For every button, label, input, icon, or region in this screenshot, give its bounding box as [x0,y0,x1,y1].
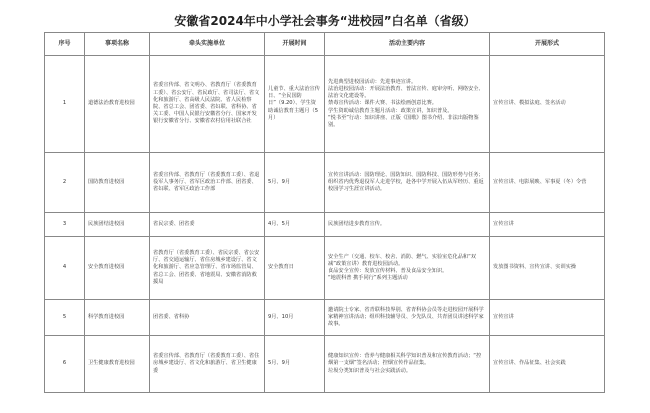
cell-lead-units [150,213,265,237]
cell-lead-units-line: 省委宣传部、省教育厅（省委教育工委）、省退役军人事务厅、省军区政治工作部、团省委、省妇联、省军区政治工作部 [153,171,260,193]
cell-form [490,237,605,300]
cell-lead-units-line: 省委宣传部、省文明办、省教育厅（省委教育工委）、省公安厅、省民政厅、省司法厅、省文化和旅游厅、省高级人民法院、省人民检察院、省总工会、团省委、省妇联、省科协、省关工委、中国人民银行安徽省分行、国家开发银行安徽省分行、安徽省农村信用社联合社 [153,82,260,125]
cell-content [325,336,490,393]
table-header-row [45,33,605,56]
document-title: 安徽省2024年中小学社会事务“进校园”白名单（省级） [174,14,476,28]
whitelist-table [44,32,605,393]
cell-form-line: 发放图书资料、宣传宣讲、实训实操 [493,264,577,271]
cell-time [265,300,325,336]
cell-item-name: 卫生健康教育进校园 [85,336,150,393]
cell-lead-units [150,56,265,153]
cell-content-line: 邀请院士专家、省青联科技界别、省青科协会员等走进校园开展科学家精神宣讲活动；组织科技辅导员、少先队员、共青团员讲述科学家故事。 [328,306,484,328]
cell-form [490,153,605,213]
cell-form [490,336,605,393]
cell-item-name: 科学教育进校园 [85,300,150,336]
cell-no: 6 [45,336,85,393]
cell-content-line: 民族团结进步教育宣传。 [328,220,386,227]
cell-content-line: “地震科普 携手同行”系列主题活动 [328,275,408,282]
cell-content [325,153,490,213]
cell-content-line: 法治进校园活动：开展法治教育、普法宣传、庭审旁听、网络安全、法治文化建设等。 [328,85,484,100]
table-row [45,237,605,300]
cell-content-line: “悦书至”行动：知识讲座、正版《国歌》图书介绍、非法出版物鉴别。 [328,114,479,128]
header-no: 序号 [45,33,85,56]
cell-content-line: 安全生产（交通、校车、校舍、消防、燃气、实验室危化品和“双减”政策宣讲）教育进校园活动。 [328,253,476,267]
cell-item-name: 道德法治教育进校园 [85,56,150,153]
table-row [45,56,605,153]
cell-content-line: 禁毒宣传活动：课件大赛、书法绘画创意比赛。 [328,100,437,107]
table-row [45,336,605,393]
cell-time [265,56,325,153]
cell-time [265,153,325,213]
header-units: 牵头实施单位 [150,33,265,56]
cell-time-line: 5月、9月 [268,360,291,367]
cell-time-line: 儿童节、重大法治宣传日、“全民国防日”（9.20）、学生资助诚信教育主题月（5月） [268,85,320,121]
cell-form-line: 宣传宣讲 [493,313,514,320]
cell-lead-units [150,237,265,300]
cell-no: 3 [45,213,85,237]
cell-time-line: 4月、5月 [268,220,291,227]
cell-content-line: 学生资助诚信教育主题月活动：政策宣讲，知识普及。 [328,107,453,114]
cell-time [265,237,325,300]
header-time: 开展时间 [265,33,325,56]
cell-lead-units-line: 省委宣传部、省教育厅（省委教育工委）、省住房城乡建设厅、省文化和旅游厅、省卫生健康委 [153,353,260,374]
cell-time [265,213,325,237]
cell-content [325,56,490,153]
cell-no: 2 [45,153,85,213]
cell-content [325,300,490,336]
cell-time [265,336,325,393]
cell-lead-units [150,153,265,213]
cell-no: 4 [45,237,85,300]
cell-content-line: 先进典型进校园活动：先进事迹宣讲。 [328,78,417,85]
cell-form [490,56,605,153]
header-form: 开展形式 [490,33,605,56]
table-row [45,213,605,237]
cell-form [490,213,605,237]
cell-content-line: 宣传宣讲活动：国防理论、国防知识、国防科技、国防形势与任务；组织省内优秀退役军人走进学校，赴各中学开展入伍从军经历、重返校园学习生涯宣讲活动。 [328,171,484,193]
cell-time-line: 5月、9月 [268,178,291,185]
cell-form-line: 宣传宣讲 [493,220,514,227]
cell-no: 1 [45,56,85,153]
cell-form [490,300,605,336]
cell-content-line: 垃圾分类知识普及与社会实践活动。 [328,367,412,374]
cell-lead-units-line: 省教育厅（省委教育工委）、省民宗委、省公安厅、省交通运输厅、省住房城乡建设厅、省文化和旅游厅、省应急管理厅、省市场监管局、省总工会、团省委、省地震局、安徽省消防救援局 [153,249,260,285]
cell-content [325,237,490,300]
cell-item-name: 国防教育进校园 [85,153,150,213]
header-name: 事项名称 [85,33,150,56]
cell-item-name: 安全教育进校园 [85,237,150,300]
table-row [45,300,605,336]
table-row [45,153,605,213]
cell-form-line: 宣传宣讲、作品征集、社会实践 [493,360,566,367]
cell-lead-units [150,300,265,336]
cell-content [325,213,490,237]
cell-lead-units-line: 团省委、省科协 [153,313,190,320]
cell-form-line: 宣传宣讲、电影展映、军事夏（冬）令营 [493,178,587,185]
cell-content-line: 健康知识宣传：营养与健康相关科学知识普及和宣传教育活动；“控烟第一支烟”签名活动；控烟宣传作品征集。 [328,353,482,367]
cell-form-line: 宣传宣讲、模拟法庭、签名活动 [493,100,566,107]
cell-time-line: 安全教育日 [268,264,294,271]
cell-lead-units [150,336,265,393]
cell-content-line: 食品安全宣传：发放宣传材料、普及食品安全知识。 [328,268,448,274]
cell-time-line: 9月、10月 [268,313,294,320]
header-content: 活动主要内容 [325,33,490,56]
cell-no: 5 [45,300,85,336]
cell-lead-units-line: 省民宗委、团省委 [153,220,195,227]
cell-item-name: 民族团结进校园 [85,213,150,237]
